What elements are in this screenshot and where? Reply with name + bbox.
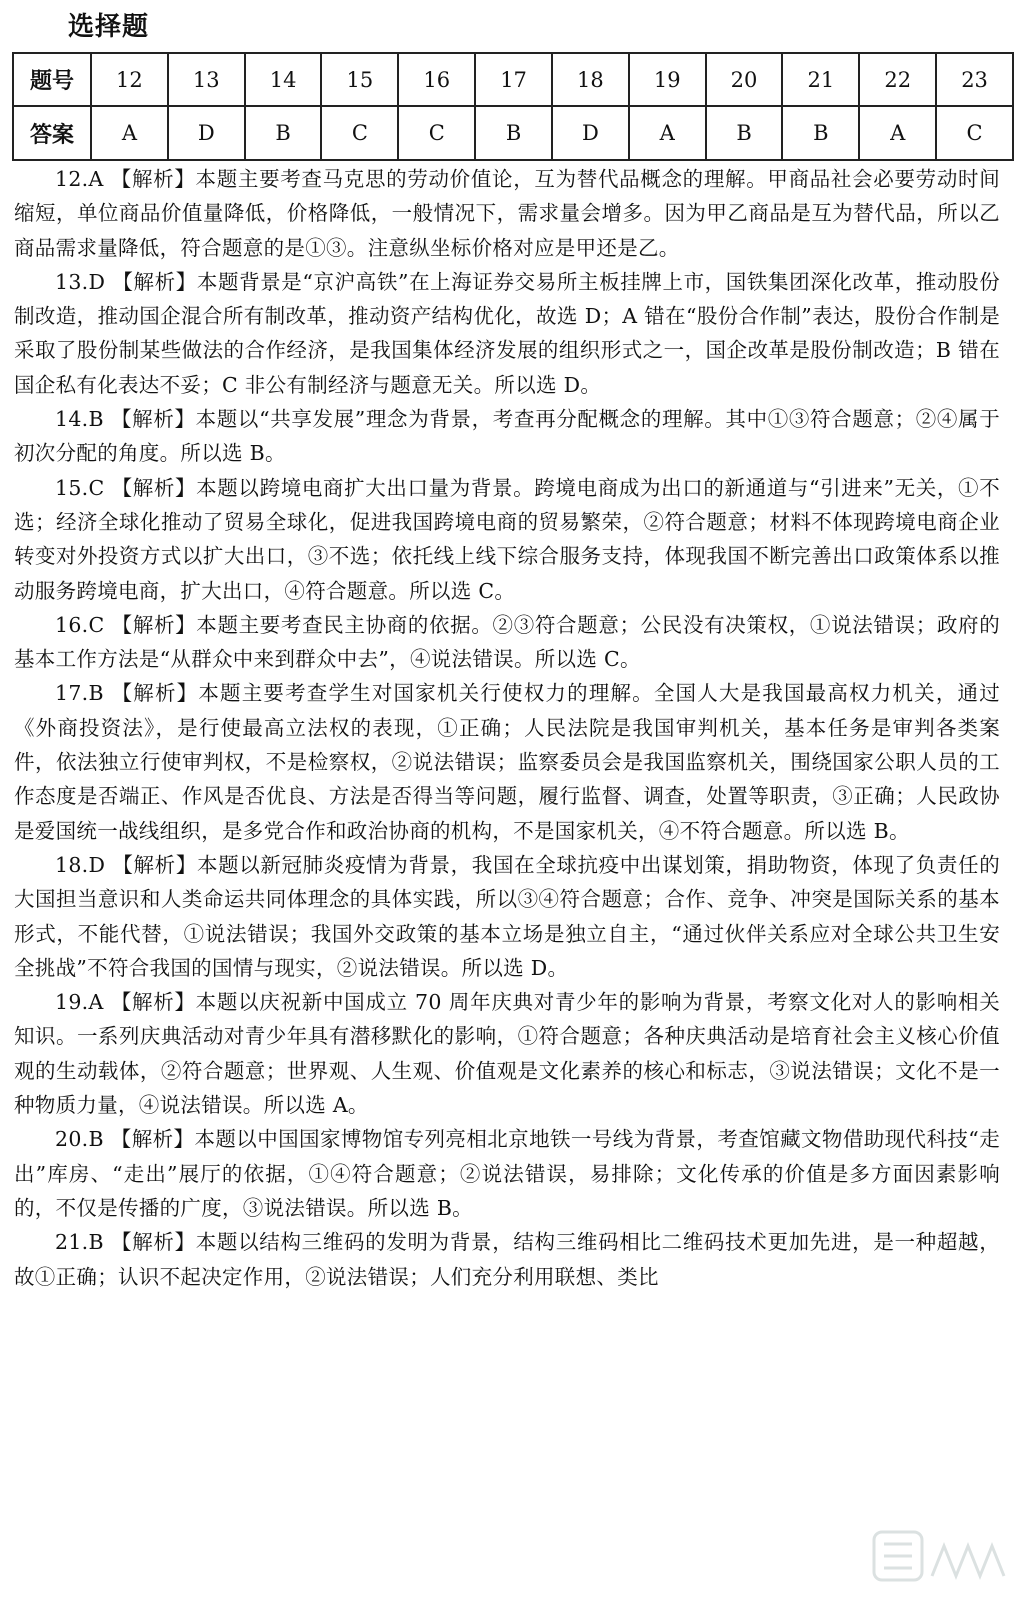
- answer-table: [12, 52, 1014, 161]
- answer-cell: B: [475, 106, 552, 160]
- answer-cell: B: [245, 106, 322, 160]
- table-row-answers: [13, 106, 1013, 160]
- question-number: 14: [245, 53, 322, 106]
- answer-cell: A: [91, 106, 168, 160]
- watermark-logo-icon: [870, 1524, 1020, 1594]
- question-number: 13: [168, 53, 245, 106]
- answer-cell: D: [168, 106, 245, 160]
- question-number: 18: [552, 53, 629, 106]
- question-number: 21: [782, 53, 859, 106]
- explanation-13: 13.D 【解析】本题背景是“京沪高铁”在上海证券交易所主板挂牌上市，国铁集团深化改革，推动股份制改造，推动国企混合所有制改革，推动资产结构优化，故选 D；A 错在“股份合作制”表达，股份合作制是采取了股份制某些做法的合作经济，是我国集体经济发展的组织形式之一，国企改革是股份制改造；B 错在国企私有化表达不妥；C 非公有制经济与题意无关。所以选 D。: [14, 269, 1000, 397]
- answer-cell: C: [321, 106, 398, 160]
- answer-cell: C: [936, 106, 1013, 160]
- question-number: 17: [475, 53, 552, 106]
- answer-cell: A: [629, 106, 706, 160]
- row-label-answer: 答案: [13, 106, 91, 160]
- explanation-12: 12.A 【解析】本题主要考查马克思的劳动价值论，互为替代品概念的理解。甲商品社会必要劳动时间缩短，单位商品价值量降低，价格降低，一般情况下，需求量会增多。因为甲乙商品是互为替代品，所以乙商品需求量降低，符合题意的是①③。注意纵坐标价格对应是甲还是乙。: [14, 167, 1000, 260]
- question-number: 12: [91, 53, 168, 106]
- row-label-number: 题号: [13, 53, 91, 106]
- explanation-16: 16.C 【解析】本题主要考查民主协商的依据。②③符合题意；公民没有决策权，①说法错误；政府的基本工作方法是“从群众中来到群众中去”，④说法错误。所以选 C。: [14, 612, 1000, 672]
- explanation-20: 20.B 【解析】本题以中国国家博物馆专列亮相北京地铁一号线为背景，考查馆藏文物借助现代科技“走出”库房、“走出”展厅的依据，①④符合题意；②说法错误，易排除；文化传承的价值是多方面因素影响的，不仅是传播的广度，③说法错误。所以选 B。: [14, 1127, 1000, 1220]
- answer-cell: A: [859, 106, 936, 160]
- table-row-numbers: [13, 53, 1013, 106]
- answer-cell: B: [706, 106, 783, 160]
- explanation-14: 14.B 【解析】本题以“共享发展”理念为背景，考查再分配概念的理解。其中①③符合题意；②④属于初次分配的角度。所以选 B。: [14, 407, 1000, 466]
- explanation-21: 21.B 【解析】本题以结构三维码的发明为背景，结构三维码相比二维码技术更加先进，是一种超越，故①正确；认识不起决定作用，②说法错误；人们充分利用联想、类比: [14, 1230, 1000, 1289]
- answer-cell: D: [552, 106, 629, 160]
- question-number: 20: [706, 53, 783, 106]
- answer-cell: B: [782, 106, 859, 160]
- explanations: [14, 162, 1000, 1294]
- question-number: 22: [859, 53, 936, 106]
- explanation-17: 17.B 【解析】本题主要考查学生对国家机关行使权力的理解。全国人大是我国最高权力机关，通过《外商投资法》，是行使最高立法权的表现，①正确；人民法院是我国审判机关，基本任务是审判各类案件，依法独立行使审判权，不是检察权，②说法错误；监察委员会是我国监察机关，围绕国家公职人员的工作态度是否端正、作风是否优良、方法是否得当等问题，履行监督、调查，处置等职责，③正确；人民政协是爱国统一战线组织，是多党合作和政治协商的机构，不是国家机关，④不符合题意。所以选 B。: [14, 681, 1000, 843]
- answer-cell: C: [398, 106, 475, 160]
- question-number: 15: [321, 53, 398, 106]
- question-number: 16: [398, 53, 475, 106]
- question-number: 23: [936, 53, 1013, 106]
- explanation-18: 18.D 【解析】本题以新冠肺炎疫情为背景，我国在全球抗疫中出谋划策，捐助物资，体现了负责任的大国担当意识和人类命运共同体理念的具体实践，所以③④符合题意；合作、竞争、冲突是国际关系的基本形式，不能代替，①说法错误；我国外交政策的基本立场是独立自主，“通过伙伴关系应对全球公共卫生安全挑战”不符合我国的国情与现实，②说法错误。所以选 D。: [14, 852, 1000, 980]
- explanation-15: 15.C 【解析】本题以跨境电商扩大出口量为背景。跨境电商成为出口的新通道与“引进来”无关，①不选；经济全球化推动了贸易全球化，促进我国跨境电商的贸易繁荣，②符合题意；材料不体现跨境电商企业转变对外投资方式以扩大出口，③不选；依托线上线下综合服务支持，体现我国不断完善出口政策体系以推动服务跨境电商，扩大出口，④符合题意。所以选 C。: [14, 475, 1000, 603]
- explanation-19: 19.A 【解析】本题以庆祝新中国成立 70 周年庆典对青少年的影响为背景，考察文化对人的影响相关知识。一系列庆典活动对青少年具有潜移默化的影响，①符合题意；各种庆典活动是培育社会主义核心价值观的生动载体，②符合题意；世界观、人生观、价值观是文化素养的核心和标志，③说法错误；文化不是一种物质力量，④说法错误。所以选 A。: [14, 990, 1000, 1118]
- question-number: 19: [629, 53, 706, 106]
- page-title: 选择题: [68, 12, 150, 42]
